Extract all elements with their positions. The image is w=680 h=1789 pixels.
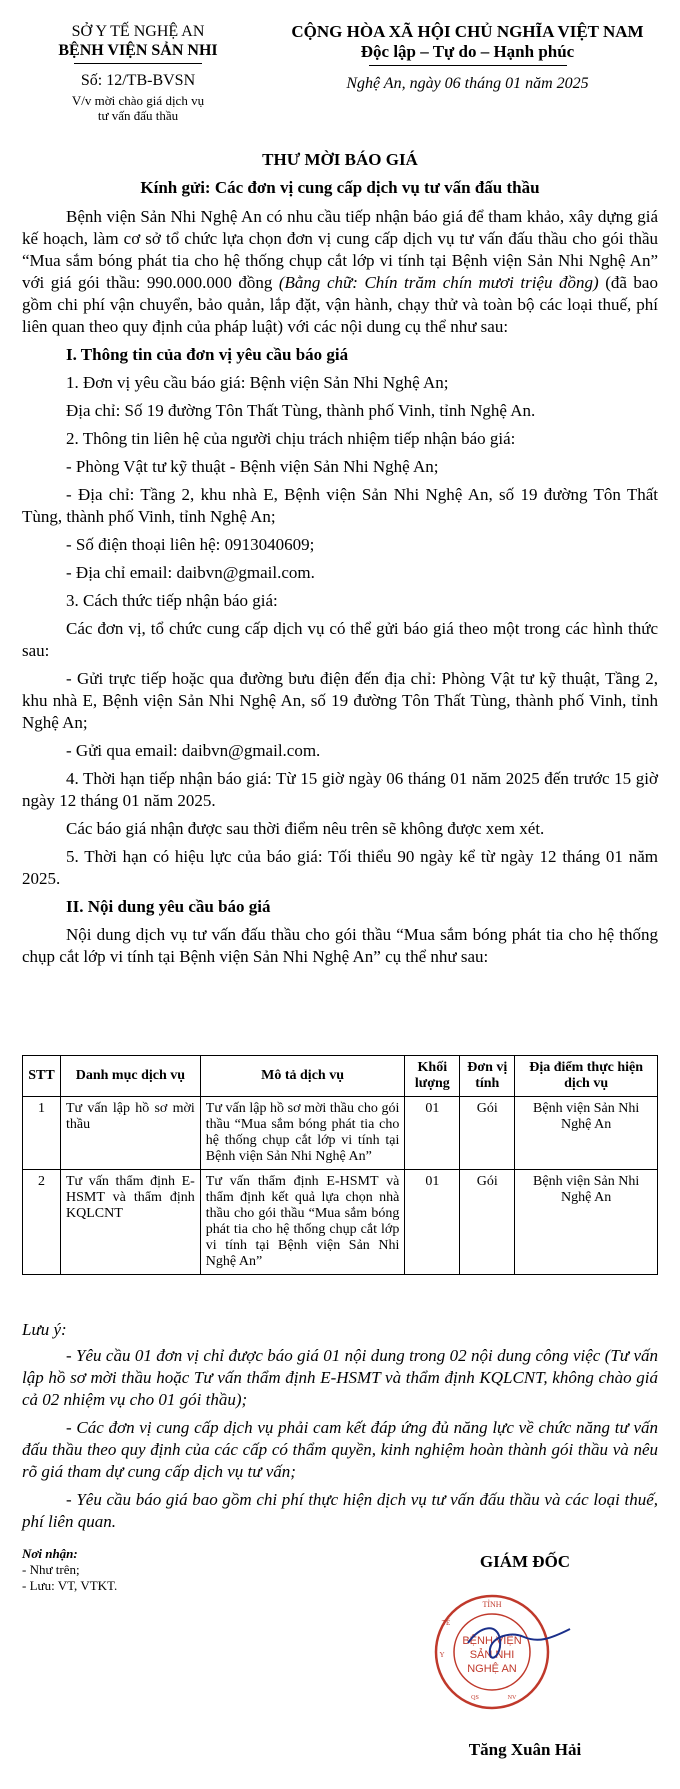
section-1-item-2: 2. Thông tin liên hệ của người chịu trách nhiệm tiếp nhận báo giá: [66,429,516,448]
signer-title: GIÁM ĐỐC [479,1552,571,1571]
section-1-item-1: 1. Đơn vị yêu cầu báo giá: Bệnh viện Sản Nhi Nghệ An; [66,373,449,392]
table-cell: 1 [23,1097,61,1170]
contact-address: - Địa chỉ: Tầng 2, khu nhà E, Bệnh viện Sản Nhi Nghệ An, số 19 đường Tôn Thất Tùng, thành phố Vinh, tỉnh Nghệ An; [22,485,658,526]
note-item: - Các đơn vị cung cấp dịch vụ phải cam kết đáp ứng đủ năng lực về chức năng tư vấn đấu thầu theo quy định của các cấp có thẩm quyền, kinh nghiệm hoàn thành gói thầu và nêu rõ giá tham dự cung cấp dịch vụ tư vấn; [22,1418,658,1481]
motto-divider [369,65,567,66]
national-motto: Độc lập – Tự do – Hạnh phúc [360,42,575,61]
section-1-heading: I. Thông tin của đơn vị yêu cầu báo giá [66,345,349,364]
intro-paragraph [22,206,658,338]
svg-text:Y: Y [439,1651,445,1659]
recipients-label: Nơi nhận: [22,1546,78,1561]
service-requirements-table [22,1055,658,1275]
section-1-item-4: 4. Thời hạn tiếp nhận báo giá: Từ 15 giờ ngày 06 tháng 01 năm 2025 đến trước 15 giờ ngày 12 tháng 01 năm 2025. [22,769,658,810]
table-cell: Gói [460,1097,515,1170]
section-1-address: Địa chỉ: Số 19 đường Tôn Thất Tùng, thành phố Vinh, tỉnh Nghệ An. [66,401,536,420]
table-cell: 01 [405,1097,460,1170]
contact-phone: - Số điện thoại liên hệ: 0913040609; [66,535,315,554]
recipients-block [22,1546,282,1594]
official-seal-and-signature [420,1585,590,1715]
contact-email: - Địa chỉ email: daibvn@gmail.com. [66,563,315,582]
table-cell: Bệnh viện Sản Nhi Nghệ An [515,1097,658,1170]
issuing-agency-block [18,22,258,123]
national-header-block [265,22,670,93]
submission-by-post: - Gửi trực tiếp hoặc qua đường bưu điện đến địa chỉ: Phòng Vật tư kỹ thuật, Tầng 2, khu nhà E, Bệnh viện Sản Nhi Nghệ An, số 19 đường Tôn Thất Tùng, thành phố Vinh, tỉnh Nghệ An; [22,669,658,732]
notes-block [22,1319,658,1539]
table-row [23,1170,658,1275]
table-header-cell: Khối lượng [405,1056,460,1097]
section-2-intro: Nội dung dịch vụ tư vấn đấu thầu cho gói thầu “Mua sắm bóng phát tia cho hệ thống chụp cắt lớp vi tính tại Bệnh viện Sản Nhi Nghệ An” cụ thể như sau: [22,925,658,966]
greeting: Kính gửi: Các đơn vị cung cấp dịch vụ tư vấn đấu thầu [140,178,540,197]
hospital-name: BỆNH VIỆN SẢN NHI [58,42,218,59]
intro-amount-in-words: (Bằng chữ: Chín trăm chín mươi triệu đồng) [278,273,599,292]
seal-stamp [436,1596,548,1708]
svg-text:QS: QS [471,1695,479,1701]
note-item: - Yêu cầu báo giá bao gồm chi phí thực hiện dịch vụ tư vấn đấu thầu và các loại thuế, phí liên quan. [22,1490,658,1531]
table-cell: Tư vấn thẩm định E-HSMT và thẩm định kết quả lựa chọn nhà thầu cho gói thầu “Mua sắm bóng phát tia cho hệ thống chụp cắt lớp vi tính tại Bệnh viện Sản Nhi Nghệ An” [200,1170,405,1275]
contact-department: - Phòng Vật tư kỹ thuật - Bệnh viện Sản Nhi Nghệ An; [66,457,439,476]
svg-text:NV: NV [507,1695,517,1701]
section-2-heading: II. Nội dung yêu cầu báo giá [66,897,271,916]
table-cell: Bệnh viện Sản Nhi Nghệ An [515,1170,658,1275]
submission-by-email: - Gửi qua email: daibvn@gmail.com. [66,741,321,760]
table-cell: 2 [23,1170,61,1275]
table-cell: Tư vấn lập hồ sơ mời thầu [60,1097,200,1170]
intro-text-b: (đã bao gồm chi phí vận chuyển, bảo quản, lắp đặt, vận hành, chạy thử và toàn bộ các loại thuế, phí liên quan theo quy định của pháp luật) với các nội dung cụ thể như sau: [22,273,658,336]
subject-line-2: tư vấn đấu thầu [97,108,179,123]
document-number: Số: 12/TB-BVSN [80,72,196,89]
section-1-item-3: 3. Cách thức tiếp nhận báo giá: [66,591,278,610]
table-cell: Tư vấn thẩm định E-HSMT và thẩm định KQLCNT [60,1170,200,1275]
table-cell: Gói [460,1170,515,1275]
table-header-row [23,1056,658,1097]
parent-agency: SỞ Y TẾ NGHỆ AN [71,23,205,40]
svg-text:SẢN NHI: SẢN NHI [469,1649,515,1661]
note-item: - Yêu cầu 01 đơn vị chỉ được báo giá 01 nội dung trong 02 nội dung công việc (Tư vấn lập hồ sơ mời thầu hoặc Tư vấn thẩm định E-HSMT và thẩm định KQLCNT, không chào giá cả 02 nhiệm vụ cho 01 gói thầu); [22,1346,658,1409]
signer-name: Tăng Xuân Hải [468,1740,582,1759]
table-cell: Tư vấn lập hồ sơ mời thầu cho gói thầu “Mua sắm bóng phát tia cho hệ thống chụp cắt lớp vi tính tại Bệnh viện Sản Nhi Nghệ An” [200,1097,405,1170]
section-1-item-5: 5. Thời hạn có hiệu lực của báo giá: Tối thiểu 90 ngày kể từ ngày 12 tháng 01 năm 2025. [22,847,658,888]
table-row [23,1097,658,1170]
submission-methods-intro: Các đơn vị, tổ chức cung cấp dịch vụ có thể gửi báo giá theo một trong các hình thức sau: [22,619,658,660]
table-cell: 01 [405,1170,460,1275]
table-header-cell: Mô tả dịch vụ [200,1056,405,1097]
place-and-date: Nghệ An, ngày 06 tháng 01 năm 2025 [346,75,589,92]
recipient-item: - Lưu: VT, VTKT. [22,1578,118,1593]
svg-text:TẾ: TẾ [441,1619,451,1627]
table-header-cell: Địa điểm thực hiện dịch vụ [515,1056,658,1097]
table-header-cell: Danh mục dịch vụ [60,1056,200,1097]
nation-name: CỘNG HÒA XÃ HỘI CHỦ NGHĨA VIỆT NAM [291,22,644,41]
recipient-item: - Như trên; [22,1562,80,1577]
table-header-cell: STT [23,1056,61,1097]
svg-text:BỆNH VIỆN: BỆNH VIỆN [462,1635,522,1647]
subject-line-1: V/v mời chào giá dịch vụ [71,93,205,108]
table-header-cell: Đơn vị tính [460,1056,515,1097]
header-divider [74,63,202,64]
late-submission-note: Các báo giá nhận được sau thời điểm nêu trên sẽ không được xem xét. [66,819,545,838]
document-title: THƯ MỜI BÁO GIÁ [262,150,418,169]
document-body [22,206,658,968]
intro-text-a: Bệnh viện Sản Nhi Nghệ An có nhu cầu tiếp nhận báo giá để tham khảo, xây dựng giá kế hoạch, làm cơ sở tổ chức lựa chọn đơn vị cung cấp dịch vụ tư vấn đấu thầu cho gói thầu “Mua sắm bóng phát tia cho hệ thống chụp cắt lớp vi tính tại Bệnh viện Sản Nhi Nghệ An” với giá gói thầu: 990.000.000 đồng [22,207,658,292]
notes-label: Lưu ý: [22,1320,67,1339]
svg-text:NGHỆ AN: NGHỆ AN [467,1663,517,1675]
svg-text:TỈNH: TỈNH [482,1600,502,1609]
